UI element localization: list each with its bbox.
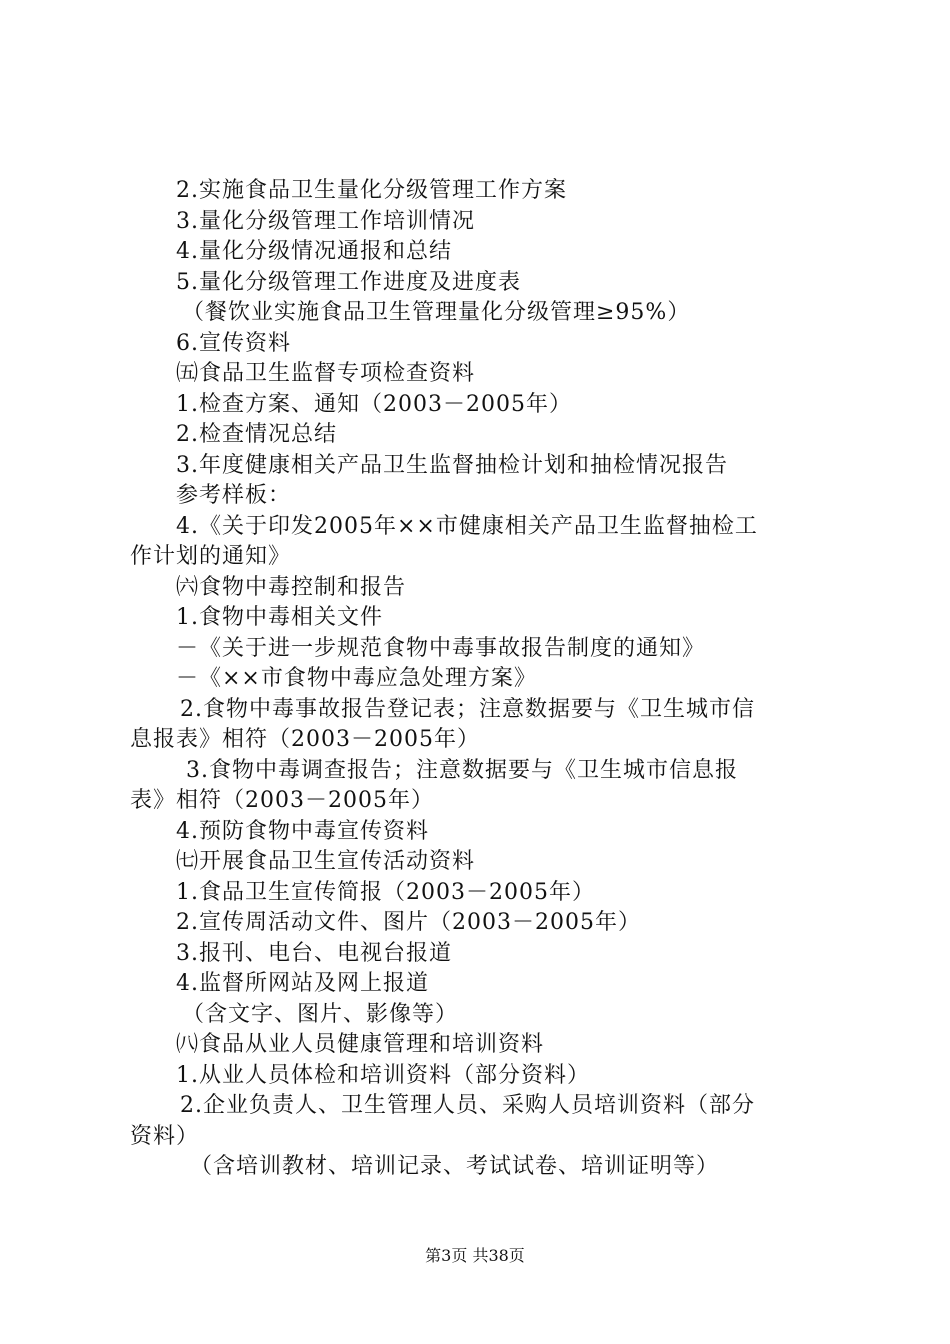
page-footer: 第3页 共38页 <box>425 1246 525 1265</box>
text-line: 4.预防食物中毒宣传资料 <box>176 819 429 844</box>
text-line: 3.年度健康相关产品卫生监督抽检计划和抽检情况报告 <box>176 453 728 478</box>
text-line: 2.食物中毒事故报告登记表；注意数据要与《卫生城市信 <box>180 697 755 722</box>
text-line: 参考样板： <box>176 483 292 508</box>
text-line: 4.监督所网站及网上报道 <box>176 971 429 996</box>
text-line: －《××市食物中毒应急处理方案》 <box>176 666 537 691</box>
section-heading: ㈤食品卫生监督专项检查资料 <box>176 361 476 386</box>
section-heading: ㈥食物中毒控制和报告 <box>176 575 407 600</box>
text-line: 3.食物中毒调查报告；注意数据要与《卫生城市信息报 <box>186 758 738 783</box>
text-line: 1.检查方案、通知（2003－2005年） <box>176 392 572 417</box>
text-line: 1.食物中毒相关文件 <box>176 605 383 630</box>
section-heading: ㈦开展食品卫生宣传活动资料 <box>176 849 476 874</box>
text-line: （含文字、图片、影像等） <box>182 1002 459 1027</box>
text-line: 4.《关于印发2005年××市健康相关产品卫生监督抽检工 <box>176 514 758 539</box>
text-line: 3.报刊、电台、电视台报道 <box>176 941 452 966</box>
section-heading: ㈧食品从业人员健康管理和培训资料 <box>176 1032 545 1057</box>
text-line: 资料） <box>130 1124 200 1149</box>
text-line: （含培训教材、培训记录、考试试卷、培训证明等） <box>190 1154 720 1179</box>
text-line: －《关于进一步规范食物中毒事故报告制度的通知》 <box>176 636 706 661</box>
text-line: 2.检查情况总结 <box>176 422 337 447</box>
text-line: 6.宣传资料 <box>176 331 291 356</box>
text-line: 息报表》相符（2003－2005年） <box>130 727 480 752</box>
text-line: 3.量化分级管理工作培训情况 <box>176 209 475 234</box>
text-line: 4.量化分级情况通报和总结 <box>176 239 452 264</box>
text-line: 1.食品卫生宣传简报（2003－2005年） <box>176 880 595 905</box>
text-line: （餐饮业实施食品卫生管理量化分级管理≥95%） <box>182 300 691 325</box>
text-line: 1.从业人员体检和培训资料（部分资料） <box>176 1063 590 1088</box>
text-line: 2.宣传周活动文件、图片（2003－2005年） <box>176 910 641 935</box>
text-line: 2.企业负责人、卫生管理人员、采购人员培训资料（部分 <box>180 1093 755 1118</box>
text-line: 5.量化分级管理工作进度及进度表 <box>176 270 521 295</box>
text-line: 2.实施食品卫生量化分级管理工作方案 <box>176 178 567 203</box>
text-line: 表》相符（2003－2005年） <box>130 788 434 813</box>
text-line: 作计划的通知》 <box>130 544 292 569</box>
